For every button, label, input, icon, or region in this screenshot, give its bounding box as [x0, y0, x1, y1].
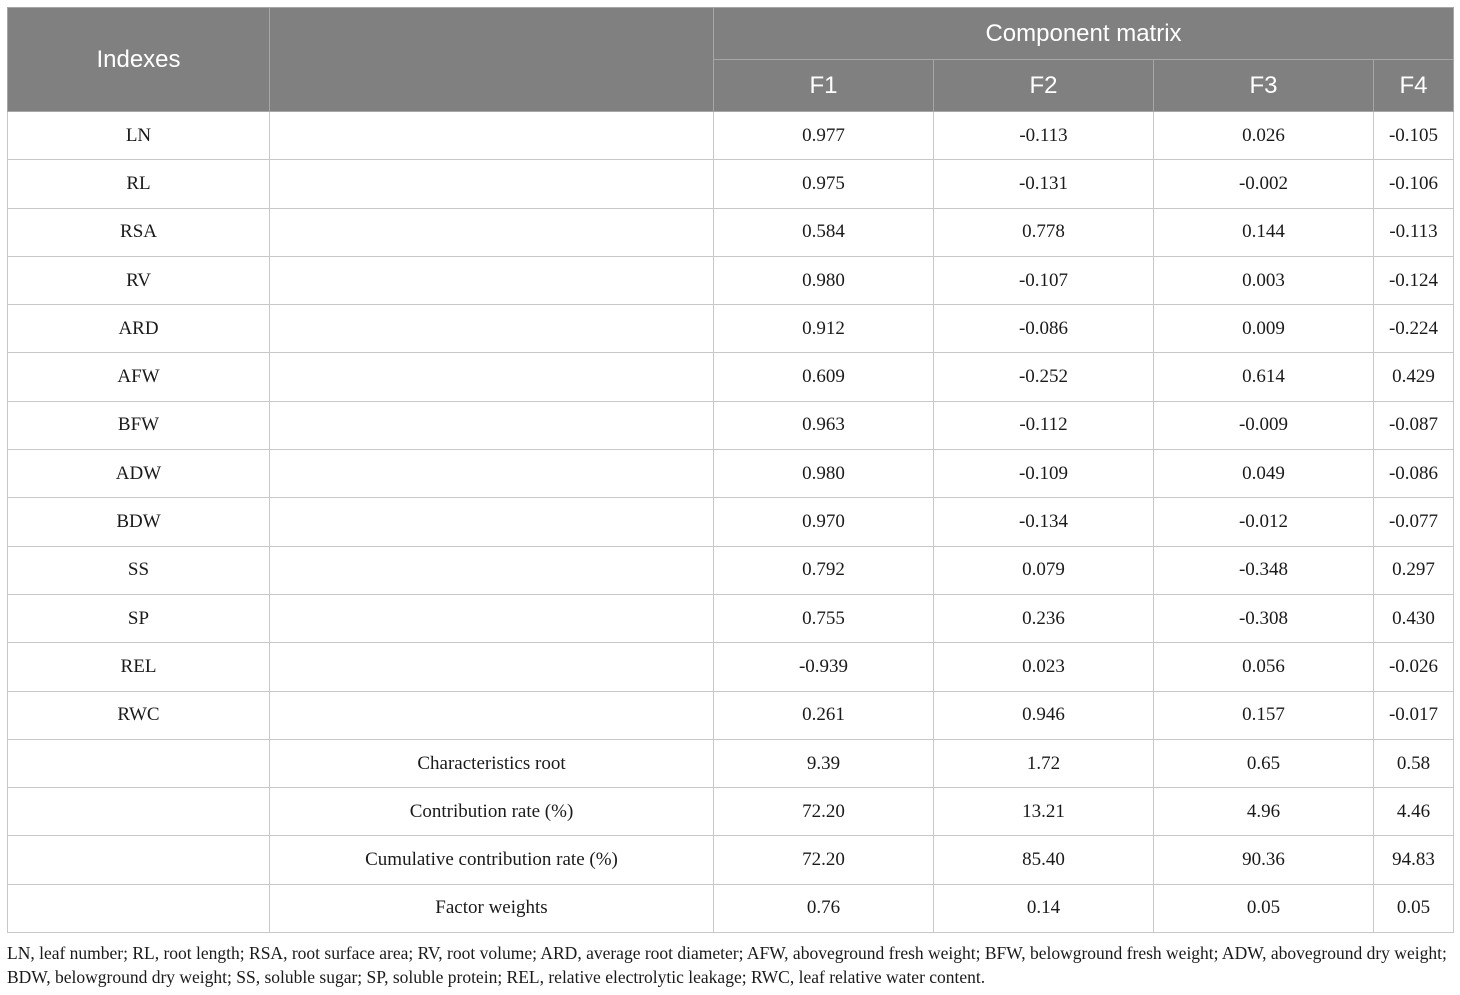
value-cell-f3: 0.157	[1154, 691, 1374, 739]
factor-header-f3: F3	[1154, 60, 1374, 112]
value-cell-f4: -0.224	[1374, 305, 1454, 353]
value-cell-f2: -0.131	[934, 160, 1154, 208]
value-cell-f2: -0.113	[934, 112, 1154, 160]
value-cell-f3: 0.614	[1154, 353, 1374, 401]
value-cell-f4: -0.026	[1374, 643, 1454, 691]
value-cell-f3: -0.012	[1154, 498, 1374, 546]
table-footnote: LN, leaf number; RL, root length; RSA, root surface area; RV, root volume; ARD, average root diameter; AFW, aboveground fresh weight; BFW, belowground fresh weight; ADW, aboveground dry weight; BDW, belowground dry weight; SS, soluble sugar; SP, soluble protein; REL, relative electrolytic leakage; RWC, leaf relative water content.	[7, 943, 1447, 987]
description-header	[270, 8, 714, 112]
value-cell-f4: 0.05	[1374, 884, 1454, 932]
description-cell	[270, 401, 714, 449]
description-cell: Contribution rate (%)	[270, 788, 714, 836]
index-cell: LN	[8, 112, 270, 160]
value-cell-f4: -0.124	[1374, 256, 1454, 304]
value-cell-f2: -0.252	[934, 353, 1154, 401]
component-matrix-table-wrapper	[7, 7, 1453, 933]
index-cell: RSA	[8, 208, 270, 256]
value-cell-f1: 0.980	[714, 450, 934, 498]
value-cell-f4: -0.105	[1374, 112, 1454, 160]
index-cell: SS	[8, 546, 270, 594]
index-cell: RV	[8, 256, 270, 304]
description-cell	[270, 594, 714, 642]
value-cell-f1: 0.792	[714, 546, 934, 594]
value-cell-f2: 13.21	[934, 788, 1154, 836]
index-cell	[8, 884, 270, 932]
value-cell-f2: -0.112	[934, 401, 1154, 449]
index-cell: BFW	[8, 401, 270, 449]
table-header	[8, 8, 1454, 112]
description-cell	[270, 305, 714, 353]
component-matrix-table	[7, 7, 1454, 933]
value-cell-f3: 0.056	[1154, 643, 1374, 691]
value-cell-f4: 0.429	[1374, 353, 1454, 401]
index-cell	[8, 836, 270, 884]
value-cell-f2: -0.109	[934, 450, 1154, 498]
value-cell-f1: 0.970	[714, 498, 934, 546]
table-row	[8, 305, 1454, 353]
value-cell-f1: -0.939	[714, 643, 934, 691]
value-cell-f3: -0.002	[1154, 160, 1374, 208]
table-row	[8, 498, 1454, 546]
index-cell: SP	[8, 594, 270, 642]
table-row	[8, 546, 1454, 594]
value-cell-f1: 0.977	[714, 112, 934, 160]
value-cell-f4: 4.46	[1374, 788, 1454, 836]
value-cell-f3: 0.026	[1154, 112, 1374, 160]
component-matrix-header: Component matrix	[714, 8, 1454, 60]
table-row	[8, 450, 1454, 498]
value-cell-f1: 0.912	[714, 305, 934, 353]
table-row	[8, 594, 1454, 642]
value-cell-f1: 0.755	[714, 594, 934, 642]
value-cell-f2: 0.778	[934, 208, 1154, 256]
value-cell-f3: 0.009	[1154, 305, 1374, 353]
value-cell-f1: 0.980	[714, 256, 934, 304]
value-cell-f4: -0.017	[1374, 691, 1454, 739]
table-body	[8, 112, 1454, 933]
value-cell-f3: 0.05	[1154, 884, 1374, 932]
value-cell-f3: 0.049	[1154, 450, 1374, 498]
value-cell-f1: 72.20	[714, 788, 934, 836]
value-cell-f4: 94.83	[1374, 836, 1454, 884]
value-cell-f3: 90.36	[1154, 836, 1374, 884]
factor-header-f1: F1	[714, 60, 934, 112]
value-cell-f1: 0.584	[714, 208, 934, 256]
value-cell-f1: 0.963	[714, 401, 934, 449]
index-cell: BDW	[8, 498, 270, 546]
table-row	[8, 691, 1454, 739]
value-cell-f1: 0.261	[714, 691, 934, 739]
description-cell	[270, 353, 714, 401]
description-cell	[270, 691, 714, 739]
value-cell-f4: 0.297	[1374, 546, 1454, 594]
value-cell-f1: 72.20	[714, 836, 934, 884]
description-cell: Factor weights	[270, 884, 714, 932]
value-cell-f4: -0.086	[1374, 450, 1454, 498]
value-cell-f3: -0.348	[1154, 546, 1374, 594]
table-row	[8, 353, 1454, 401]
description-cell: Cumulative contribution rate (%)	[270, 836, 714, 884]
value-cell-f2: 0.079	[934, 546, 1154, 594]
description-cell	[270, 256, 714, 304]
value-cell-f2: 1.72	[934, 739, 1154, 787]
index-cell: RL	[8, 160, 270, 208]
description-cell	[270, 112, 714, 160]
value-cell-f4: -0.087	[1374, 401, 1454, 449]
value-cell-f3: 0.144	[1154, 208, 1374, 256]
value-cell-f2: -0.107	[934, 256, 1154, 304]
value-cell-f1: 0.609	[714, 353, 934, 401]
description-cell	[270, 160, 714, 208]
indexes-header: Indexes	[8, 8, 270, 112]
value-cell-f3: 0.003	[1154, 256, 1374, 304]
description-cell	[270, 546, 714, 594]
factor-header-f4: F4	[1374, 60, 1454, 112]
value-cell-f3: 4.96	[1154, 788, 1374, 836]
factor-header-f2: F2	[934, 60, 1154, 112]
description-cell	[270, 498, 714, 546]
value-cell-f4: 0.430	[1374, 594, 1454, 642]
table-row	[8, 788, 1454, 836]
description-cell	[270, 450, 714, 498]
value-cell-f1: 0.975	[714, 160, 934, 208]
value-cell-f4: 0.58	[1374, 739, 1454, 787]
index-cell	[8, 788, 270, 836]
index-cell: AFW	[8, 353, 270, 401]
index-cell: REL	[8, 643, 270, 691]
index-cell: ARD	[8, 305, 270, 353]
value-cell-f2: 0.946	[934, 691, 1154, 739]
index-cell: RWC	[8, 691, 270, 739]
value-cell-f1: 9.39	[714, 739, 934, 787]
table-row	[8, 208, 1454, 256]
value-cell-f3: -0.308	[1154, 594, 1374, 642]
value-cell-f1: 0.76	[714, 884, 934, 932]
value-cell-f4: -0.106	[1374, 160, 1454, 208]
description-cell	[270, 208, 714, 256]
value-cell-f2: -0.134	[934, 498, 1154, 546]
table-row	[8, 112, 1454, 160]
value-cell-f3: -0.009	[1154, 401, 1374, 449]
value-cell-f3: 0.65	[1154, 739, 1374, 787]
table-row	[8, 739, 1454, 787]
table-row	[8, 643, 1454, 691]
value-cell-f2: -0.086	[934, 305, 1154, 353]
table-row	[8, 160, 1454, 208]
description-cell	[270, 643, 714, 691]
value-cell-f4: -0.077	[1374, 498, 1454, 546]
value-cell-f2: 0.236	[934, 594, 1154, 642]
table-row	[8, 836, 1454, 884]
index-cell: ADW	[8, 450, 270, 498]
table-row	[8, 256, 1454, 304]
value-cell-f2: 0.023	[934, 643, 1154, 691]
index-cell	[8, 739, 270, 787]
description-cell: Characteristics root	[270, 739, 714, 787]
table-row	[8, 401, 1454, 449]
value-cell-f2: 85.40	[934, 836, 1154, 884]
table-row	[8, 884, 1454, 932]
value-cell-f4: -0.113	[1374, 208, 1454, 256]
value-cell-f2: 0.14	[934, 884, 1154, 932]
